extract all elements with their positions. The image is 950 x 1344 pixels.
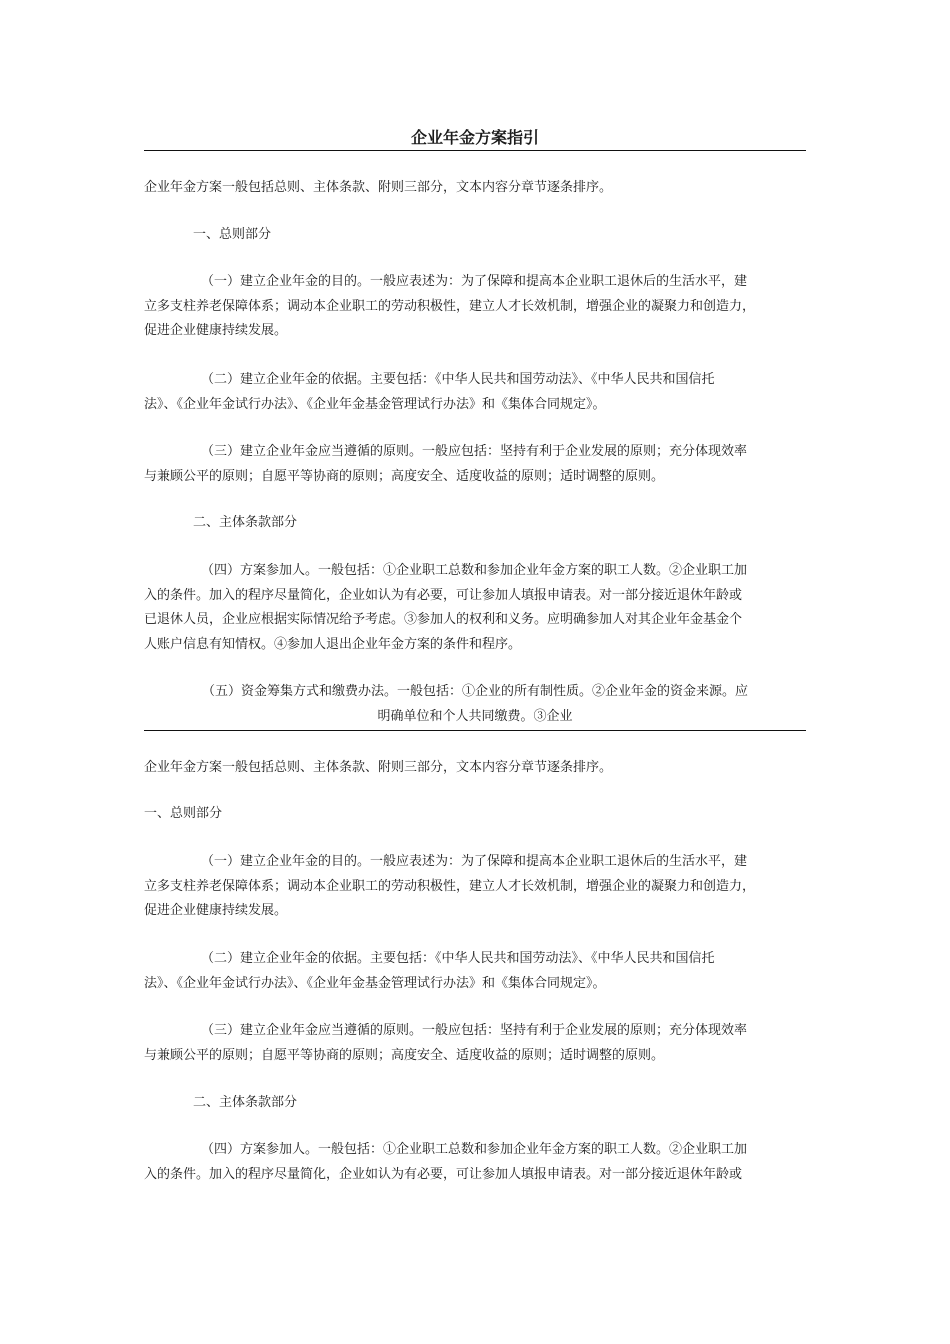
paragraph-principles [144,440,747,489]
document-title: 企业年金方案指引 [410,128,539,147]
paragraph-line: 与兼顾公平的原则；自愿平等协商的原则；高度安全、适度收益的原则；适时调整的原则。 [144,468,665,484]
paragraph-line: 人账户信息有知情权。④参加人退出企业年金方案的条件和程序。 [144,636,522,652]
intro-paragraph: 企业年金方案一般包括总则、主体条款、附则三部分，文本内容分章节逐条排序。 [144,760,613,775]
paragraph-line: （一）建立企业年金的目的。一般应表述为：为了保障和提高本企业职工退休后的生活水平，建 [201,274,748,289]
paragraph-line: 法》、《企业年金试行办法》、《企业年金基金管理试行办法》和《集体合同规定》。 [144,396,606,412]
paragraph-line: 明确单位和个人共同缴费。③企业 [377,708,573,724]
section-heading-main-clauses: 二、主体条款部分 [193,1095,298,1110]
paragraph-line: （二）建立企业年金的依据。主要包括：《中华人民共和国劳动法》、《中华人民共和国信托 [201,951,715,966]
paragraph-line: （三）建立企业年金应当遵循的原则。一般应包括：坚持有利于企业发展的原则；充分体现效率 [201,1023,748,1038]
paragraph-principles [144,1019,747,1068]
paragraph-participants [144,559,747,657]
paragraph-line: （三）建立企业年金应当遵循的原则。一般应包括：坚持有利于企业发展的原则；充分体现效率 [201,444,748,459]
section-divider [144,730,806,731]
title-underline [144,150,806,151]
paragraph-line: 促进企业健康持续发展。 [144,903,288,918]
paragraph-line: （五）资金筹集方式和缴费办法。一般包括：①企业的所有制性质。②企业年金的资金来源。应 [201,684,748,699]
paragraph-purpose [144,850,755,924]
paragraph-basis [144,368,715,417]
section-heading-general: 一、总则部分 [193,227,272,242]
paragraph-line: 入的条件。加入的程序尽量简化，企业如认为有必要，可让参加人填报申请表。对一部分接近退休年龄或 [144,1166,743,1182]
paragraph-basis [144,947,715,996]
paragraph-line: （四）方案参加人。一般包括：①企业职工总数和参加企业年金方案的职工人数。②企业职工加 [201,563,748,578]
paragraph-line: （二）建立企业年金的依据。主要包括：《中华人民共和国劳动法》、《中华人民共和国信托 [201,372,715,387]
paragraph-funding [144,680,806,729]
paragraph-participants [144,1138,747,1187]
paragraph-line: 立多支柱养老保障体系；调动本企业职工的劳动积极性，建立人才长效机制，增强企业的凝聚力和创造力， [144,878,756,894]
section-heading-main-clauses: 二、主体条款部分 [193,515,298,530]
paragraph-line: 立多支柱养老保障体系；调动本企业职工的劳动积极性，建立人才长效机制，增强企业的凝聚力和创造力， [144,298,756,314]
paragraph-purpose [144,270,755,344]
paragraph-line: （一）建立企业年金的目的。一般应表述为：为了保障和提高本企业职工退休后的生活水平，建 [201,854,748,869]
intro-paragraph: 企业年金方案一般包括总则、主体条款、附则三部分，文本内容分章节逐条排序。 [144,180,613,195]
section-heading-general: 一、总则部分 [144,806,223,821]
paragraph-line: （四）方案参加人。一般包括：①企业职工总数和参加企业年金方案的职工人数。②企业职工加 [201,1142,748,1157]
paragraph-line: 入的条件。加入的程序尽量简化，企业如认为有必要，可让参加人填报申请表。对一部分接近退休年龄或 [144,587,743,603]
paragraph-line: 与兼顾公平的原则；自愿平等协商的原则；高度安全、适度收益的原则；适时调整的原则。 [144,1047,665,1063]
paragraph-line: 法》、《企业年金试行办法》、《企业年金基金管理试行办法》和《集体合同规定》。 [144,975,606,991]
paragraph-line: 已退休人员，企业应根据实际情况给予考虑。③参加人的权利和义务。应明确参加人对其企业年金基金个 [144,612,743,627]
paragraph-line: 促进企业健康持续发展。 [144,323,288,338]
